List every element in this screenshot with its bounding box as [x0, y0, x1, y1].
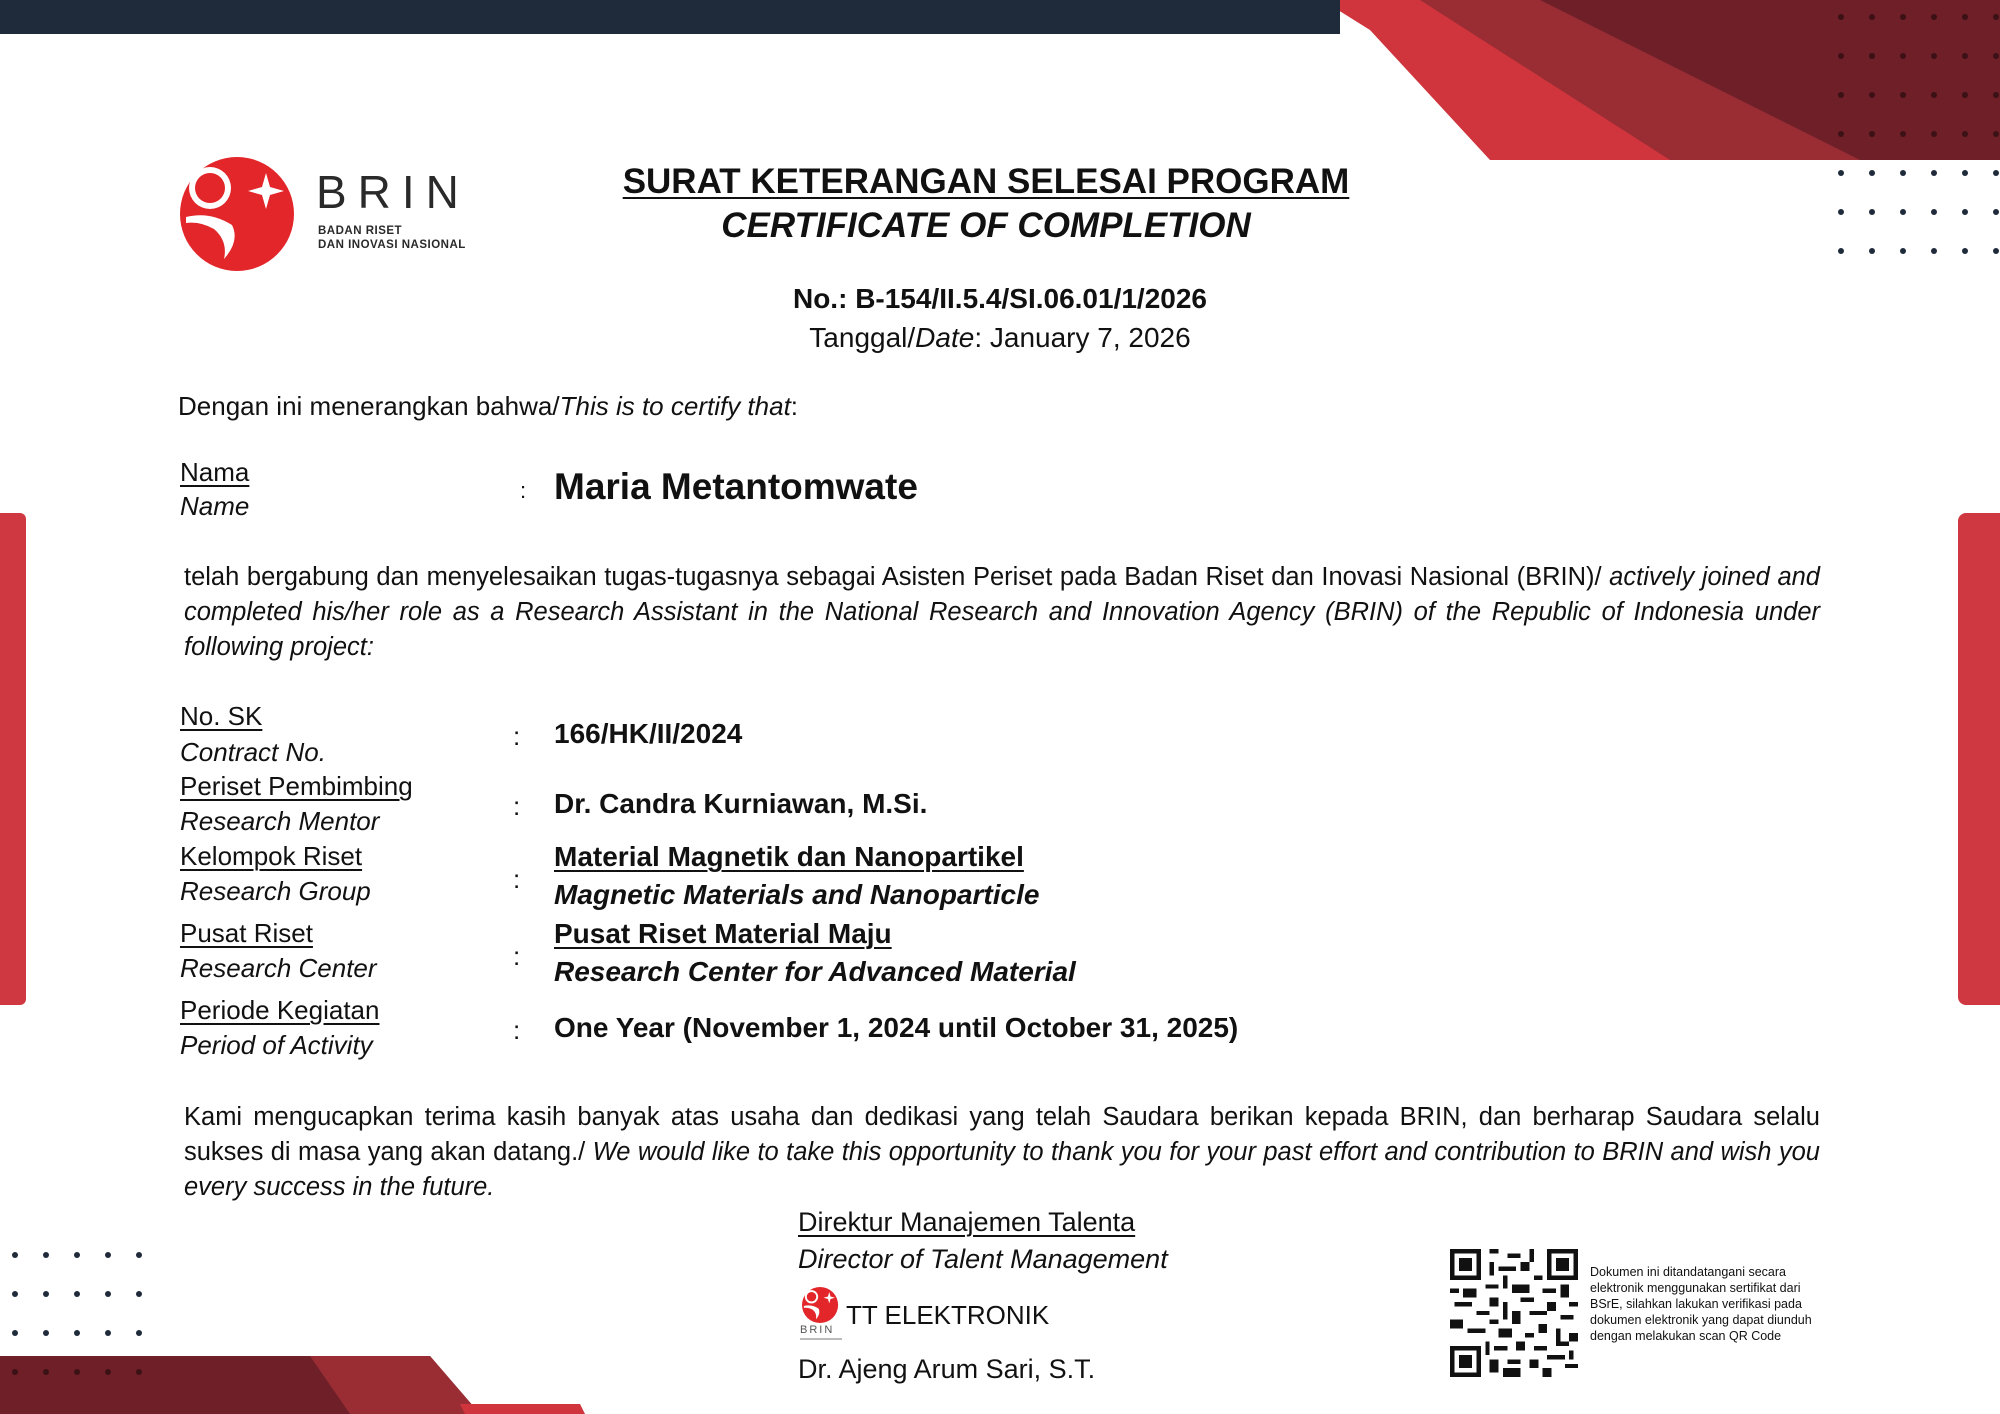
top-navy-bar: [0, 0, 1340, 34]
date-label-id: Tanggal/: [809, 322, 916, 353]
stamp-logo-line: [800, 1338, 842, 1340]
mentor-label-id: Periset Pembimbing: [180, 771, 413, 801]
group-value-en: Magnetic Materials and Nanoparticle: [554, 879, 1040, 910]
mentor-value: Dr. Candra Kurniawan, M.Si.: [554, 788, 928, 819]
group-value-id: Material Magnetik dan Nanopartikel: [554, 841, 1024, 872]
name-label-id: Nama: [180, 457, 250, 487]
closing-paragraph: [184, 1100, 1820, 1205]
group-label-en: Research Group: [180, 876, 371, 906]
period-label-en: Period of Activity: [180, 1030, 373, 1060]
contract-value: 166/HK/II/2024: [554, 718, 743, 749]
closing-text-en: We would like to take this opportunity to thank you for your past effort and contribution to BRIN and wish you every success in the future.: [184, 1138, 1820, 1201]
signer-name: Dr. Ajeng Arum Sari, S.T.: [798, 1354, 1096, 1384]
document-date: [0, 322, 2000, 354]
intro-suffix: :: [790, 391, 799, 421]
signer-title-id: Direktur Manajemen Talenta: [798, 1207, 1136, 1237]
signer-title-en: Director of Talent Management: [798, 1244, 1168, 1274]
document-number: No.: B-154/II.5.4/SI.06.01/1/2026: [792, 283, 1207, 314]
statement-text-id: telah bergabung dan menyelesaikan tugas-tugasnya sebagai Asisten Periset pada Badan Riset dan Inovasi Nasional (BRIN)/: [184, 563, 1610, 591]
stamp-text: TT ELEKTRONIK: [846, 1300, 1050, 1330]
mentor-label-en: Research Mentor: [180, 806, 380, 836]
group-label-id: Kelompok Riset: [180, 841, 363, 871]
logo-subtitle-line1: BADAN RISET: [318, 225, 403, 237]
stamp-logo-mark-icon: [802, 1286, 840, 1324]
intro-text-id: Dengan ini menerangkan bahwa/: [178, 391, 560, 421]
center-label-id: Pusat Riset: [180, 918, 313, 948]
closing-text-id: Kami mengucapkan terima kasih banyak atas usaha dan dedikasi yang telah Saudara berikan kepada BRIN, dan berharap Saudara selalu sukses di masa yang akan datang./: [184, 1103, 1820, 1166]
period-value: One Year (November 1, 2024 until October 31, 2025): [554, 1012, 1239, 1043]
verification-note: Dokumen ini ditandatangani secara elektronik menggunakan sertifikat dari BSrE, silahkan lakukan verifikasi pada dokumen elektronik yang dapat diunduh dengan melakukan scan QR Code: [1590, 1265, 1812, 1343]
qr-code-icon[interactable]: [1450, 1249, 1578, 1377]
statement-paragraph: [184, 560, 1820, 665]
center-colon: :: [513, 941, 521, 971]
mentor-colon: :: [513, 791, 521, 821]
left-red-edge-bar: [0, 513, 26, 1005]
name-label-en: Name: [180, 491, 250, 521]
group-colon: :: [513, 864, 521, 894]
period-label-id: Periode Kegiatan: [180, 995, 380, 1025]
name-colon: :: [520, 478, 527, 503]
statement-text-en: actively joined and completed his/her role as a Research Assistant in the National Research and Innovation Agency (BRIN) of the Republic of Indonesia under following project:: [184, 563, 1820, 661]
contract-colon: :: [513, 721, 521, 751]
certificate-title-id: SURAT KETERANGAN SELESAI PROGRAM: [622, 162, 1350, 201]
date-label-en: Date: [915, 322, 975, 353]
stamp-logo-text: BRIN: [800, 1324, 835, 1336]
stamp-logo: [800, 1286, 848, 1346]
logo-wordmark: BRIN: [316, 166, 470, 218]
center-value-id: Pusat Riset Material Maju: [554, 918, 892, 949]
contract-label-id: No. SK: [180, 701, 263, 731]
intro-text: [178, 391, 798, 422]
logo-subtitle-line2: DAN INOVASI NASIONAL: [318, 239, 466, 251]
contract-label-en: Contract No.: [180, 737, 326, 767]
period-colon: :: [513, 1015, 521, 1045]
center-label-en: Research Center: [180, 953, 377, 983]
dot-pattern-bottom-left: [12, 1252, 152, 1382]
date-value: : January 7, 2026: [974, 322, 1191, 353]
right-red-edge-bar: [1958, 513, 2000, 1005]
center-value-en: Research Center for Advanced Material: [554, 956, 1076, 987]
intro-text-en: This is to certify that: [559, 391, 791, 421]
recipient-name: Maria Metantomwate: [554, 466, 918, 507]
certificate-title-en: CERTIFICATE OF COMPLETION: [721, 206, 1251, 245]
